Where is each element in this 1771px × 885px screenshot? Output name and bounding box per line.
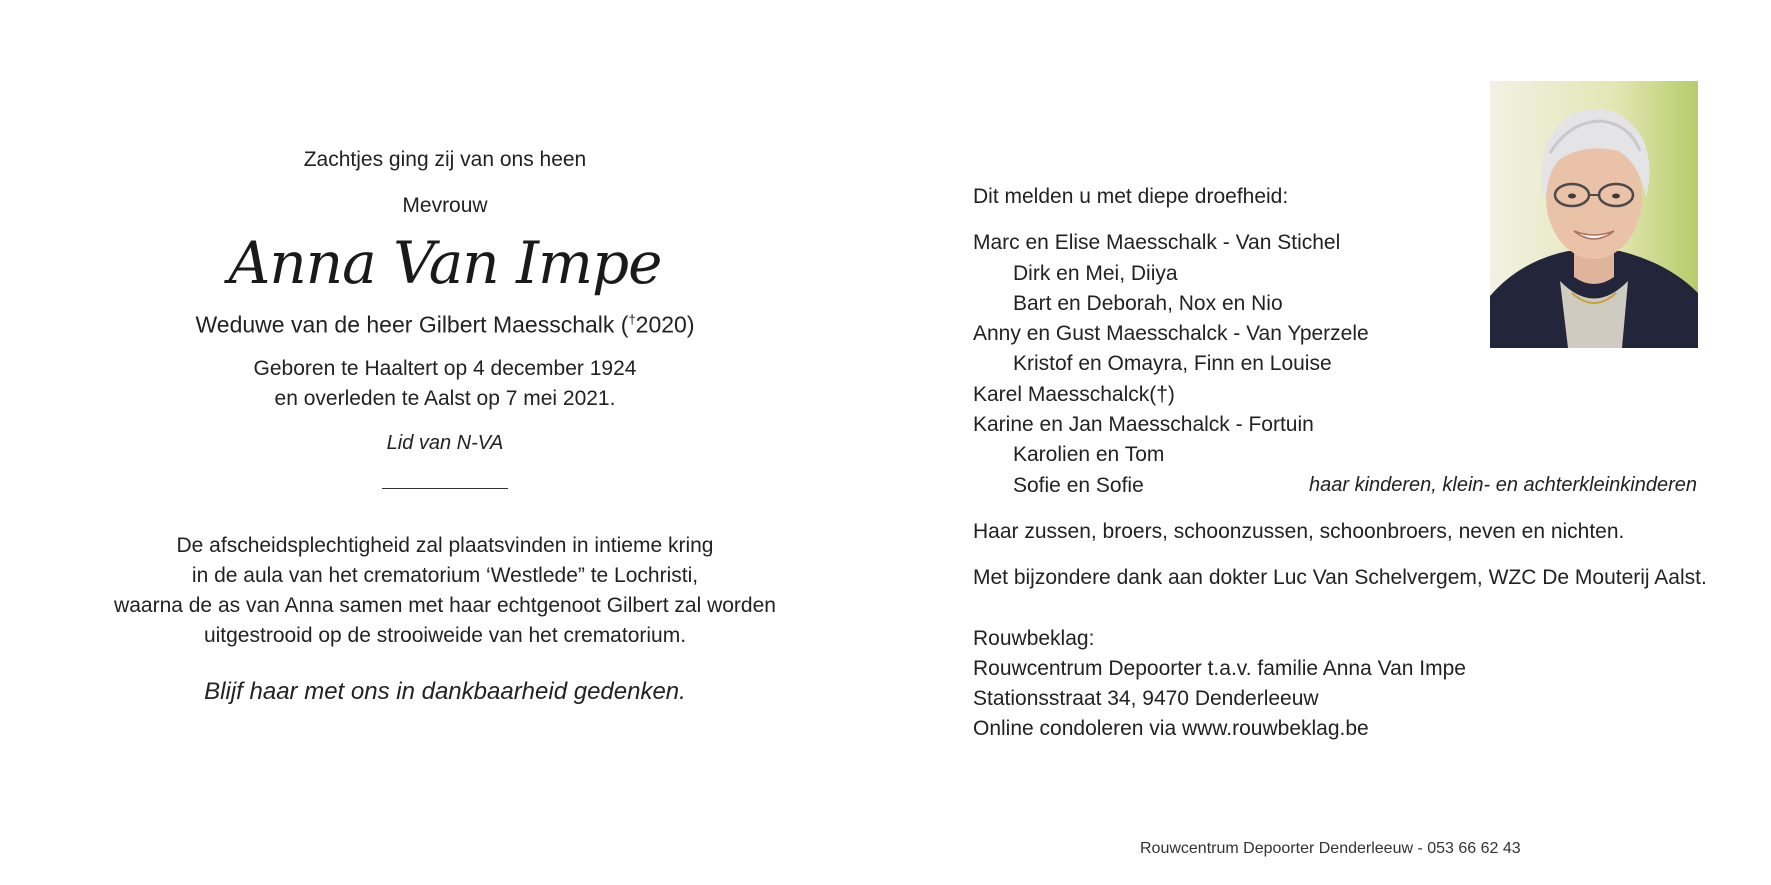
ceremony-line: uitgestrooid op de strooiweide van het crematorium. (203, 623, 687, 647)
right-column (973, 182, 1713, 745)
ceremony-line: in de aula van het crematorium ‘Westlede” te Lochristi, (191, 563, 699, 587)
divider-line (382, 488, 508, 489)
family-member: Karel Maesschalck(†) (973, 382, 1175, 406)
ceremony-line: De afscheidsplechtigheid zal plaatsvinden in intieme kring (176, 533, 714, 557)
membership-text: Lid van N-VA (386, 431, 504, 454)
thanks-text: Met bijzondere dank aan dokter Luc Van Schelvergem, WZC De Mouterij Aalst. (973, 566, 1707, 590)
deceased-name: Anna Van Impe (228, 229, 662, 297)
mourning-address: Rouwcentrum Depoorter t.a.v. familie Anna Van Impe (973, 656, 1466, 680)
closing-text: Blijf haar met ons in dankbaarheid gedenken. (204, 677, 686, 705)
family-member: Sofie en Sofie (1013, 473, 1144, 497)
family-list (973, 228, 1713, 501)
dagger-symbol: † (628, 312, 636, 327)
family-member: Anny en Gust Maesschalck - Van Yperzele (973, 322, 1369, 346)
mourning-address: Stationsstraat 34, 9470 Denderleeuw (973, 687, 1319, 711)
online-condolence: Online condoleren via www.rouwbeklag.be (973, 717, 1369, 741)
death-line: en overleden te Aalst op 7 mei 2021. (274, 386, 616, 410)
widow-text: Weduwe van de heer Gilbert Maesschalk ( (195, 311, 629, 338)
family-member: Dirk en Mei, Diiya (1013, 261, 1178, 285)
intro-text: Zachtjes ging zij van ons heen (303, 148, 587, 171)
announcement-text: Dit melden u met diepe droefheid: (973, 185, 1289, 208)
footer-text: Rouwcentrum Depoorter Denderleeuw - 053 66 62 43 (1140, 840, 1521, 857)
mourning-label: Rouwbeklag: (973, 626, 1095, 650)
family-member: Karine en Jan Maesschalck - Fortuin (973, 413, 1314, 437)
family-member: Bart en Deborah, Nox en Nio (1013, 291, 1283, 315)
widow-year: 2020) (635, 311, 695, 338)
title-prefix: Mevrouw (402, 194, 488, 217)
family-member: Karolien en Tom (1013, 443, 1165, 467)
ceremony-line: waarna de as van Anna samen met haar echtgenoot Gilbert zal worden (114, 593, 776, 617)
other-relatives: Haar zussen, broers, schoonzussen, schoonbroers, neven en nichten. (973, 519, 1625, 543)
relatives-caption: haar kinderen, klein- en achterkleinkinderen (1308, 474, 1697, 496)
widow-line (100, 305, 790, 340)
family-member: Kristof en Omayra, Finn en Louise (1013, 352, 1332, 376)
birth-line: Geboren te Haaltert op 4 december 1924 (253, 356, 637, 380)
family-member: Marc en Elise Maesschalk - Van Stichel (973, 231, 1341, 255)
left-column (100, 145, 790, 707)
